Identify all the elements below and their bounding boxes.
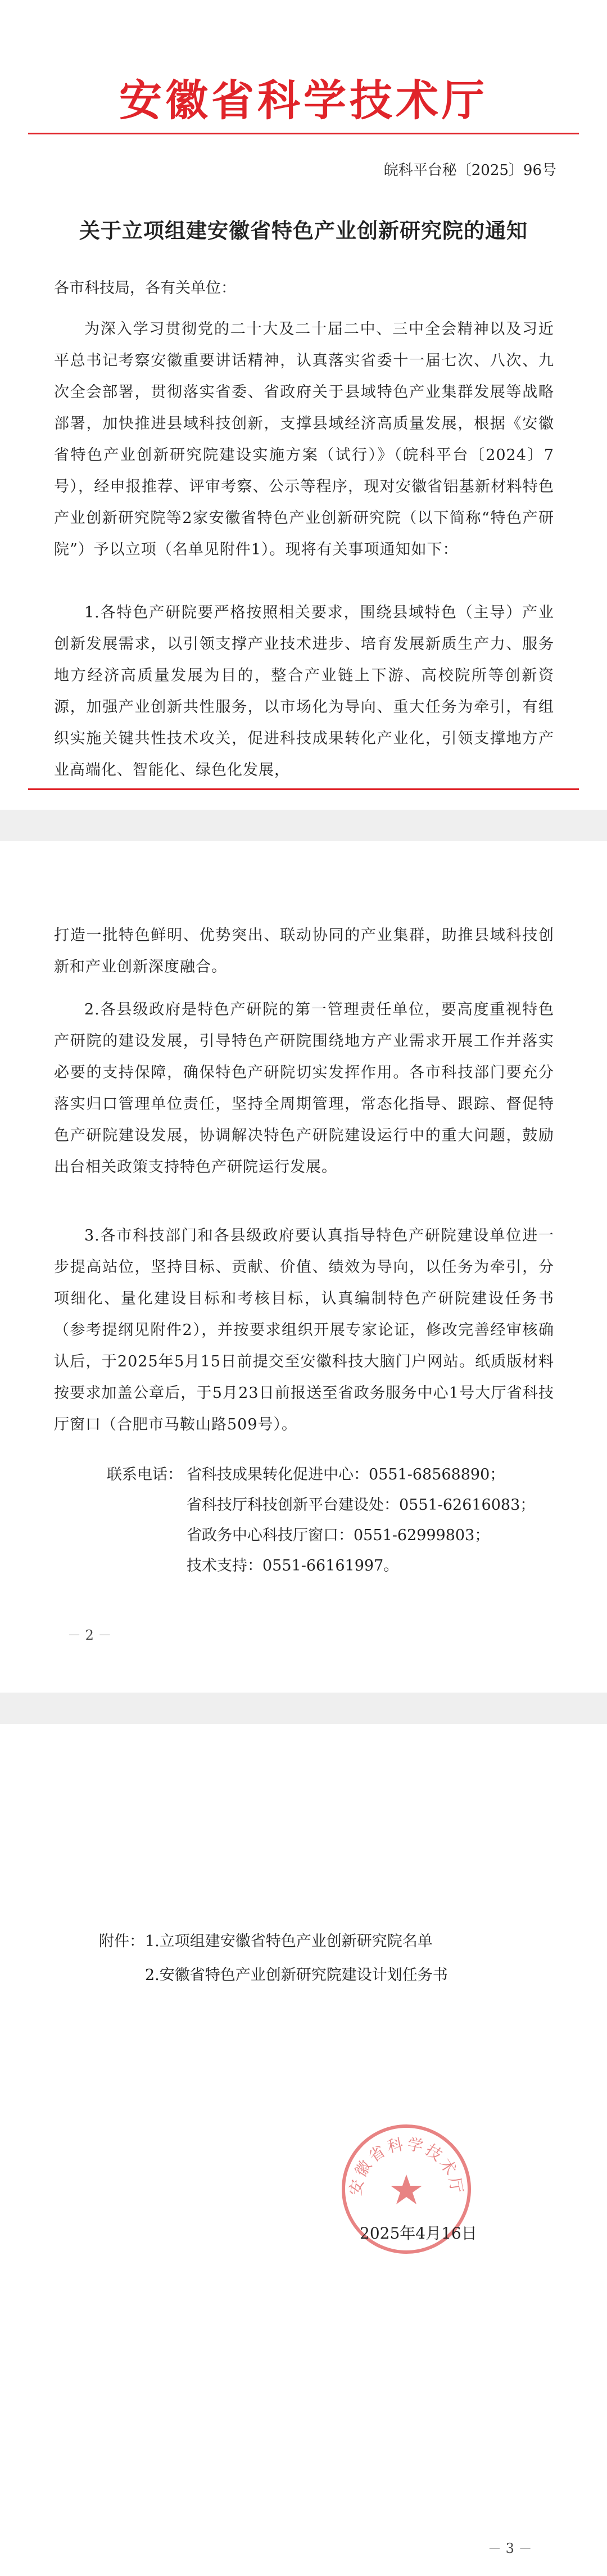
page-3 (0, 1724, 607, 2576)
attachments-label: 附件： (99, 1933, 144, 1950)
contact-line: 省科技厅科技创新平台建设处：0551-62616083； (187, 1496, 536, 1514)
paragraph-item-3: 3.各市科技部门和各县级政府要认真指导特色产研院建设单位进一步提高站位，坚持目标、贡献、价值、绩效为导向，以任务为牵引，分项细化、量化建设目标和考核目标，认真编制特色产研院建设任务书（参考提纲见附件2），并按要求组织开展专家论证，修改完善经审核确认后，于2025年5月15日前提交至安徽科技大脑门户网站。纸质版材料按要求加盖公章后，于5月23日前报送至省政务服务中心1号大厅省科技厅窗口（合肥市马鞍山路509号）。 (54, 1227, 554, 1433)
attachment-item: 1.立项组建安徽省特色产业创新研究院名单 (145, 1933, 433, 1950)
footer-rule (28, 788, 579, 790)
issue-date: 2025年4月16日 (360, 2224, 477, 2243)
header-rule (28, 133, 579, 134)
paragraph-item-2: 2.各县级政府是特色产研院的第一管理责任单位，要高度重视特色产研院的建设发展，引导特色产研院围绕地方产业需求开展工作并落实必要的支持保障，确保特色产研院切实发挥作用。各市科技部门要充分落实归口管理单位责任，坚持全周期管理，常态化指导、跟踪、督促特色产研院建设发展，协调解决特色产研院建设运行中的重大问题，鼓励出台相关政策支持特色产研院运行发展。 (54, 1001, 554, 1176)
seal-text: 安徽省科学技术厅 (346, 2134, 467, 2197)
page-number: － 2 － (67, 1627, 112, 1643)
contact-line: 省科技成果转化促进中心：0551-68568890； (187, 1466, 505, 1483)
paragraph-item-1-continued: 打造一批特色鲜明、优势突出、联动协同的产业集群，助推县域科技创新和产业创新深度融合。 (54, 927, 554, 976)
page-number: － 3 － (488, 2541, 532, 2556)
page-gap (0, 810, 607, 841)
contact-line: 省政务中心科技厅窗口：0551-62999803； (187, 1527, 490, 1544)
seal-star-icon (391, 2175, 422, 2204)
paragraph-item-1: 1.各特色产研院要严格按照相关要求，围绕县域特色（主导）产业创新发展需求，以引领支撑产业技术进步、培育发展新质生产力、服务地方经济高质量发展为目的，整合产业链上下游、高校院所等创新资源，加强产业创新共性服务，以市场化为导向、重大任务为牵引，有组织实施关键共性技术攻关，促进科技成果转化产业化，引领支撑地方产业高端化、智能化、绿色化发展， (54, 604, 554, 779)
contact-line: 技术支持：0551-66161997。 (187, 1557, 399, 1575)
attachment-item: 2.安徽省特色产业创新研究院建设计划任务书 (145, 1966, 448, 1984)
paragraph-intro: 为深入学习贯彻党的二十大及二十届二中、三中全会精神以及习近平总书记考察安徽重要讲话精神，认真落实省委十一届七次、八次、九次全会部署，贯彻落实省委、省政府关于县域特色产业集群发展等战略部署，加快推进县域科技创新，支撑县域经济高质量发展，根据《安徽省特色产业创新研究院建设实施方案（试行）》（皖科平台〔2024〕7号），经申报推荐、评审考察、公示等程序，现对安徽省铝基新材料特色产业创新研究院等2家安徽省特色产业创新研究院（以下简称“特色产研院”）予以立项（名单见附件1）。现将有关事项通知如下： (54, 321, 554, 558)
contacts-label: 联系电话： (107, 1466, 183, 1483)
salutation: 各市科技局，各有关单位： (54, 279, 236, 297)
page-gap (0, 1693, 607, 1724)
document-title: 关于立项组建安徽省特色产业创新研究院的通知 (79, 219, 528, 243)
document-number: 皖科平台秘〔2025〕96号 (383, 162, 556, 179)
agency-header: 安徽省科学技术厅 (119, 75, 488, 125)
